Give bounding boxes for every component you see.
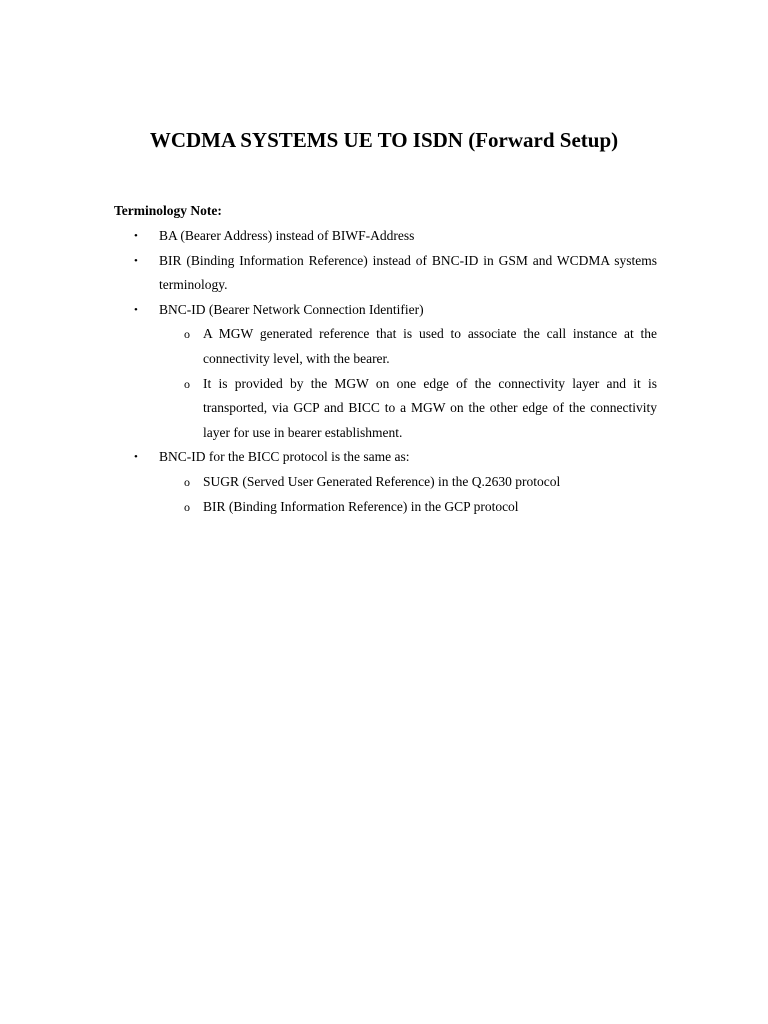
list-item (114, 249, 657, 298)
document-title: WCDMA SYSTEMS UE TO ISDN (Forward Setup) (149, 128, 619, 152)
list-item (114, 224, 657, 249)
terminology-list (114, 224, 657, 519)
list-item (114, 298, 657, 446)
sub-list-item-text: BIR (Binding Information Reference) in the GCP protocol (203, 498, 519, 514)
sub-list (159, 470, 657, 519)
sub-list-item-text: It is provided by the MGW on one edge of the connectivity layer and it is transported, via GCP and BICC to a MGW on the other edge of the connectivity layer for use in bearer establishment. (203, 375, 657, 440)
sub-list-item (159, 372, 657, 446)
sub-list-item (159, 495, 657, 520)
list-item-text: BA (Bearer Address) instead of BIWF-Address (159, 228, 415, 243)
sub-bullet-icon: o (184, 499, 190, 514)
sub-list (159, 322, 657, 445)
list-item-text: BNC-ID (Bearer Network Connection Identifier) (159, 301, 424, 317)
sub-bullet-icon: o (184, 327, 190, 342)
sub-list-item-text: SUGR (Served User Generated Reference) in the Q.2630 protocol (203, 473, 561, 489)
sub-bullet-icon: o (184, 474, 190, 489)
bullet-icon: • (134, 303, 138, 316)
sub-list-item (159, 322, 657, 371)
bullet-icon: • (134, 254, 138, 267)
sub-list-item (159, 470, 657, 495)
sub-list-item-text: A MGW generated reference that is used to associate the call instance at the connectivity level, with the bearer. (203, 326, 657, 366)
list-item-text: BNC-ID for the BICC protocol is the same as: (159, 449, 410, 465)
list-item (114, 445, 657, 519)
bullet-icon: • (134, 230, 138, 242)
sub-bullet-icon: o (184, 376, 190, 391)
bullet-icon: • (134, 451, 138, 464)
terminology-note-heading: Terminology Note: (114, 203, 222, 218)
list-item-text: BIR (Binding Information Reference) instead of BNC-ID in GSM and WCDMA systems terminology. (159, 252, 657, 293)
